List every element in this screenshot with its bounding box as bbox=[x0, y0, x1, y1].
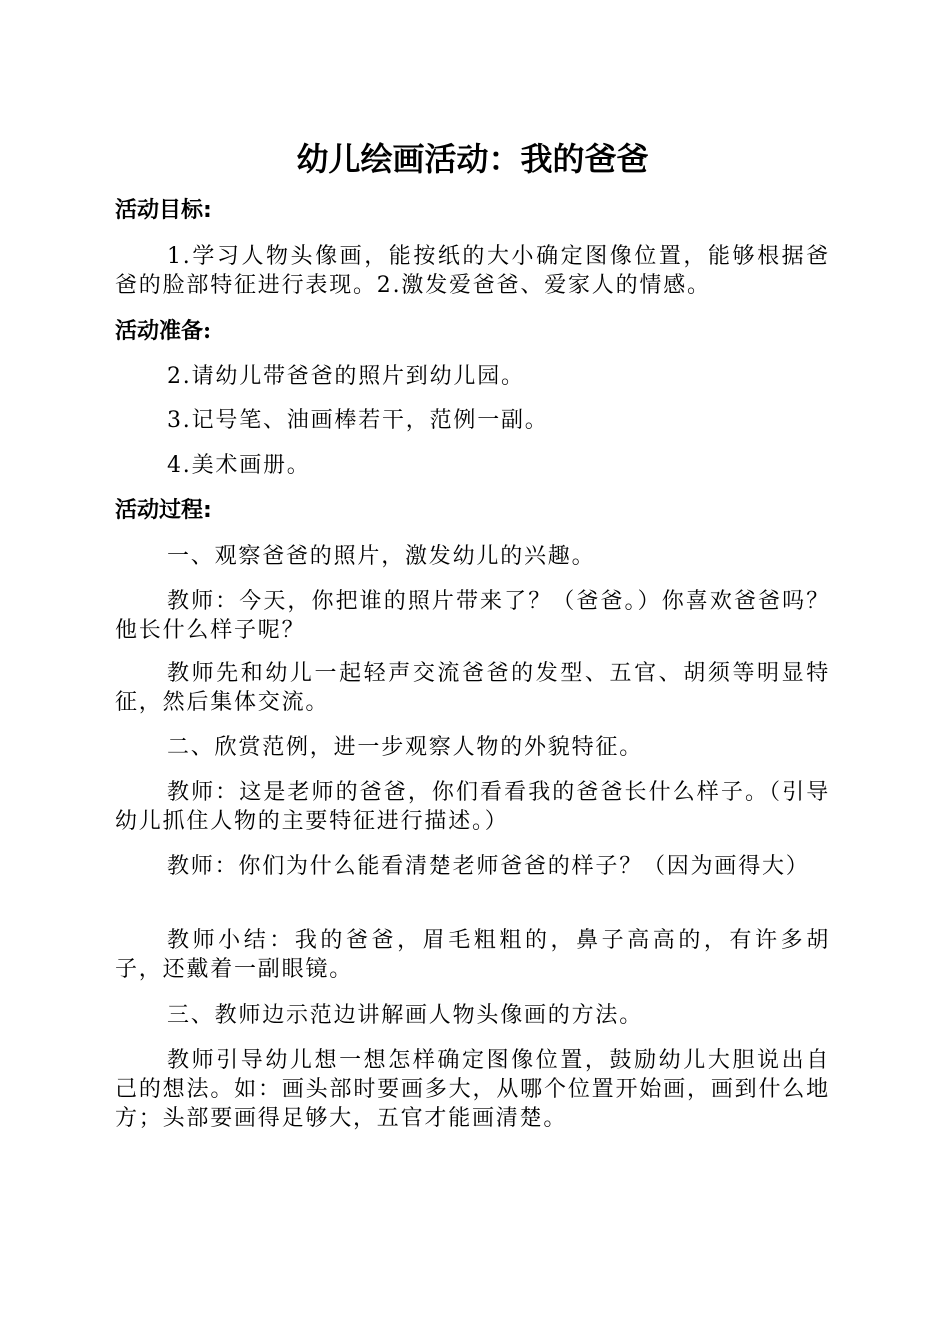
process-paragraph: 教师引导幼儿想一想怎样确定图像位置，鼓励幼儿大胆说出自己的想法。如：画头部时要画多大，从哪个位置开始画，画到什么地方；头部要画得足够大，五官才能画清楚。 bbox=[115, 1048, 830, 1131]
preparation-heading: 活动准备: bbox=[115, 318, 212, 344]
preparation-item: 2.请幼儿带爸爸的照片到幼儿园。 bbox=[167, 364, 525, 389]
process-paragraph: 教师小结：我的爸爸，眉毛粗粗的，鼻子高高的，有许多胡子，还戴着一副眼镜。 bbox=[115, 928, 830, 982]
preparation-item: 4.美术画册。 bbox=[167, 453, 311, 478]
process-paragraph: 二、欣赏范例，进一步观察人物的外貌特征。 bbox=[167, 735, 644, 760]
process-paragraph: 一、观察爸爸的照片，激发幼儿的兴趣。 bbox=[167, 544, 596, 569]
process-paragraph: 教师：今天，你把谁的照片带来了？（爸爸。）你喜欢爸爸吗？他长什么样子呢？ bbox=[115, 589, 830, 643]
preparation-item: 3.记号笔、油画棒若干，范例一副。 bbox=[167, 408, 549, 433]
process-paragraph: 教师先和幼儿一起轻声交流爸爸的发型、五官、胡须等明显特征，然后集体交流。 bbox=[115, 661, 830, 715]
process-paragraph: 三、教师边示范边讲解画人物头像画的方法。 bbox=[167, 1003, 644, 1028]
process-paragraph: 教师：你们为什么能看清楚老师爸爸的样子？（因为画得大） bbox=[167, 854, 810, 879]
goals-heading: 活动目标: bbox=[115, 198, 212, 223]
document-title: 幼儿绘画活动：我的爸爸 bbox=[296, 140, 649, 178]
process-heading: 活动过程: bbox=[115, 498, 212, 523]
goals-paragraph: 1.学习人物头像画，能按纸的大小确定图像位置，能够根据爸爸的脸部特征进行表现。2.激发爱爸爸、爱家人的情感。 bbox=[115, 244, 830, 298]
process-paragraph: 教师：这是老师的爸爸，你们看看我的爸爸长什么样子。（引导幼儿抓住人物的主要特征进行描述。） bbox=[115, 780, 830, 834]
